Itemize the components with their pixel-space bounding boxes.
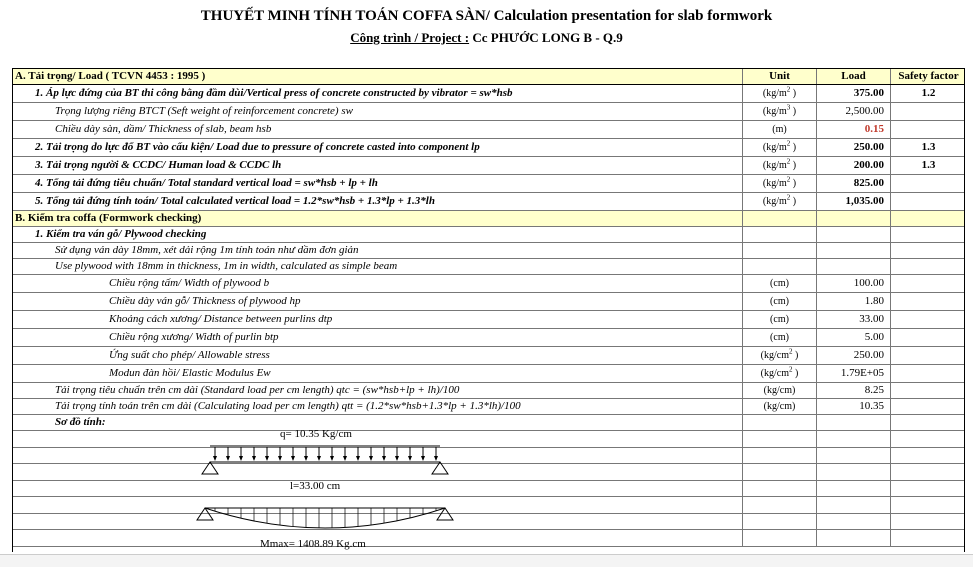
load-value: 2,500.00	[817, 103, 891, 120]
parameter-value: 1.80	[817, 293, 891, 310]
row-b-unit: (cm)	[743, 293, 817, 310]
distributed-load-diagram	[202, 446, 448, 474]
parameter-value: 33.00	[817, 311, 891, 328]
load-value: 1,035.00	[817, 193, 891, 210]
arrowhead-icon	[239, 456, 243, 461]
arrowhead-icon	[252, 456, 256, 461]
parameter-value: 1.79E+05	[817, 365, 891, 382]
load-value: 250.00	[817, 139, 891, 156]
row-b-unit: (cm)	[743, 329, 817, 346]
arrowhead-icon	[408, 456, 412, 461]
row-a-unit: ($kg/m^2$ )	[743, 175, 817, 192]
row-b-unit: ($kg/cm^2$ )	[743, 365, 817, 382]
load-description: 5. Tổng tải đứng tính toán/ Total calculated vertical load = 1.2*sw*hsb + 1.3*lp + 1.3*lh	[13, 193, 743, 210]
b1-note-vn: Sử dụng ván dày 18mm, xét dải rộng 1m tính toán như dầm đơn giản	[13, 243, 743, 258]
arrowhead-icon	[278, 456, 282, 461]
row-a-unit: ($kg/m^2$ )	[743, 139, 817, 156]
arrowhead-icon	[395, 456, 399, 461]
qtc-value: 8.25	[817, 383, 891, 398]
arrowhead-icon	[421, 456, 425, 461]
arrowhead-icon	[369, 456, 373, 461]
row-a-unit: ($kg/m^2$ )	[743, 157, 817, 174]
parameter-description: Ứng suất cho phép/ Allowable stress	[13, 347, 743, 364]
load-value: 825.00	[817, 175, 891, 192]
arrowhead-icon	[291, 456, 295, 461]
safety-factor-value: 1.3	[921, 141, 936, 153]
parameter-value: 5.00	[817, 329, 891, 346]
row-b-unit: (cm)	[743, 275, 817, 292]
qtt-value: 10.35	[817, 399, 891, 414]
safety-factor-column-header: Safety factor	[898, 70, 959, 82]
plywood-checking-title: 1. Kiểm tra ván gỗ/ Plywood checking	[13, 227, 743, 242]
load-description: 1. Áp lực đứng của BT thi công bằng đầm dùi/Vertical press of concrete constructed by vibrator = sw*hsb	[13, 85, 743, 102]
row-a-unit: ($kg/m^2$ )	[743, 193, 817, 210]
section-b-title: B. Kiểm tra coffa (Formwork checking)	[13, 211, 743, 226]
b1-note-en: Use plywood with 18mm in thickness, 1m in width, calculated as simple beam	[13, 259, 743, 274]
parameter-description: Chiều dày ván gỗ/ Thickness of plywood hp	[13, 293, 743, 310]
arrowhead-icon	[304, 456, 308, 461]
arrowhead-icon	[382, 456, 386, 461]
parameter-description: Chiều rộng tấm/ Width of plywood b	[13, 275, 743, 292]
load-description: 3. Tải trọng người & CCDC/ Human load & CCDC lh	[13, 157, 743, 174]
parameter-value: 100.00	[817, 275, 891, 292]
arrowhead-icon	[226, 456, 230, 461]
row-a-unit: ($kg/m^3$ )	[743, 103, 817, 120]
qtc-description: Tải trọng tiêu chuẩn trên cm dài (Standard load per cm length) qtc = (sw*hsb+lp + lh)/100	[13, 383, 743, 398]
load-value: 375.00	[817, 85, 891, 102]
moment-diagram	[197, 508, 453, 528]
arrowhead-icon	[330, 456, 334, 461]
row-a-unit: ($kg/m^2$ )	[743, 85, 817, 102]
parameter-value: 250.00	[817, 347, 891, 364]
load-value: 200.00	[817, 157, 891, 174]
qtt-unit: (kg/cm)	[743, 399, 817, 414]
load-description: Trọng lượng riêng BTCT (Seft weight of reinforcement concrete) sw	[13, 103, 743, 120]
right-support-icon	[432, 462, 448, 474]
qtc-unit: (kg/cm)	[743, 383, 817, 398]
span-length-label: l=33.00 cm	[290, 480, 341, 492]
max-moment-label: Mmax= 1408.89 Kg.cm	[260, 538, 366, 550]
section-a-title: A. Tải trọng/ Load ( TCVN 4453 : 1995 )	[13, 69, 743, 84]
load-column-header: Load	[817, 69, 891, 84]
row-b-unit: ($kg/cm^2$ )	[743, 347, 817, 364]
safety-factor-value: 1.3	[921, 159, 936, 171]
parameter-description: Modun đàn hồi/ Elastic Modulus Ew	[13, 365, 743, 382]
qtt-description: Tải trọng tính toán trên cm dài (Calculating load per cm length) qtt = (1.2*sw*hsb+1.3*lp + 1.3*lh)/100	[13, 399, 743, 414]
unit-column-header: Unit	[743, 69, 817, 84]
row-b-unit: (cm)	[743, 311, 817, 328]
load-description: 4. Tổng tải đứng tiêu chuẩn/ Total standard vertical load = sw*hsb + lp + lh	[13, 175, 743, 192]
arrowhead-icon	[356, 456, 360, 461]
safety-factor-value: 1.2	[921, 87, 936, 99]
so-do-label: Sơ đồ tính:	[13, 415, 743, 430]
load-description: Chiều dày sàn, dầm/ Thickness of slab, beam hsb	[13, 121, 743, 138]
arrowhead-icon	[213, 456, 217, 461]
load-description: 2. Tải trọng do lực đổ BT vào cấu kiện/ Load due to pressure of concrete casted into component lp	[13, 139, 743, 156]
arrowhead-icon	[343, 456, 347, 461]
left-support-icon	[202, 462, 218, 474]
arrowhead-icon	[265, 456, 269, 461]
project-line: Công trình / Project : Cc PHƯỚC LONG B - Q.9	[350, 30, 623, 45]
row-a-unit: (m)	[743, 121, 817, 138]
arrowhead-icon	[317, 456, 321, 461]
parameter-description: Khoảng cách xương/ Distance between purlins dtp	[13, 311, 743, 328]
bottom-scrollbar[interactable]	[0, 554, 973, 567]
load-value: 0.15	[817, 121, 891, 138]
arrowhead-icon	[434, 456, 438, 461]
parameter-description: Chiều rộng xương/ Width of purlin btp	[13, 329, 743, 346]
q-load-label: q= 10.35 Kg/cm	[280, 428, 352, 440]
page-title: THUYẾT MINH TÍNH TOÁN COFFA SÀN/ Calculation presentation for slab formwork	[200, 8, 773, 24]
